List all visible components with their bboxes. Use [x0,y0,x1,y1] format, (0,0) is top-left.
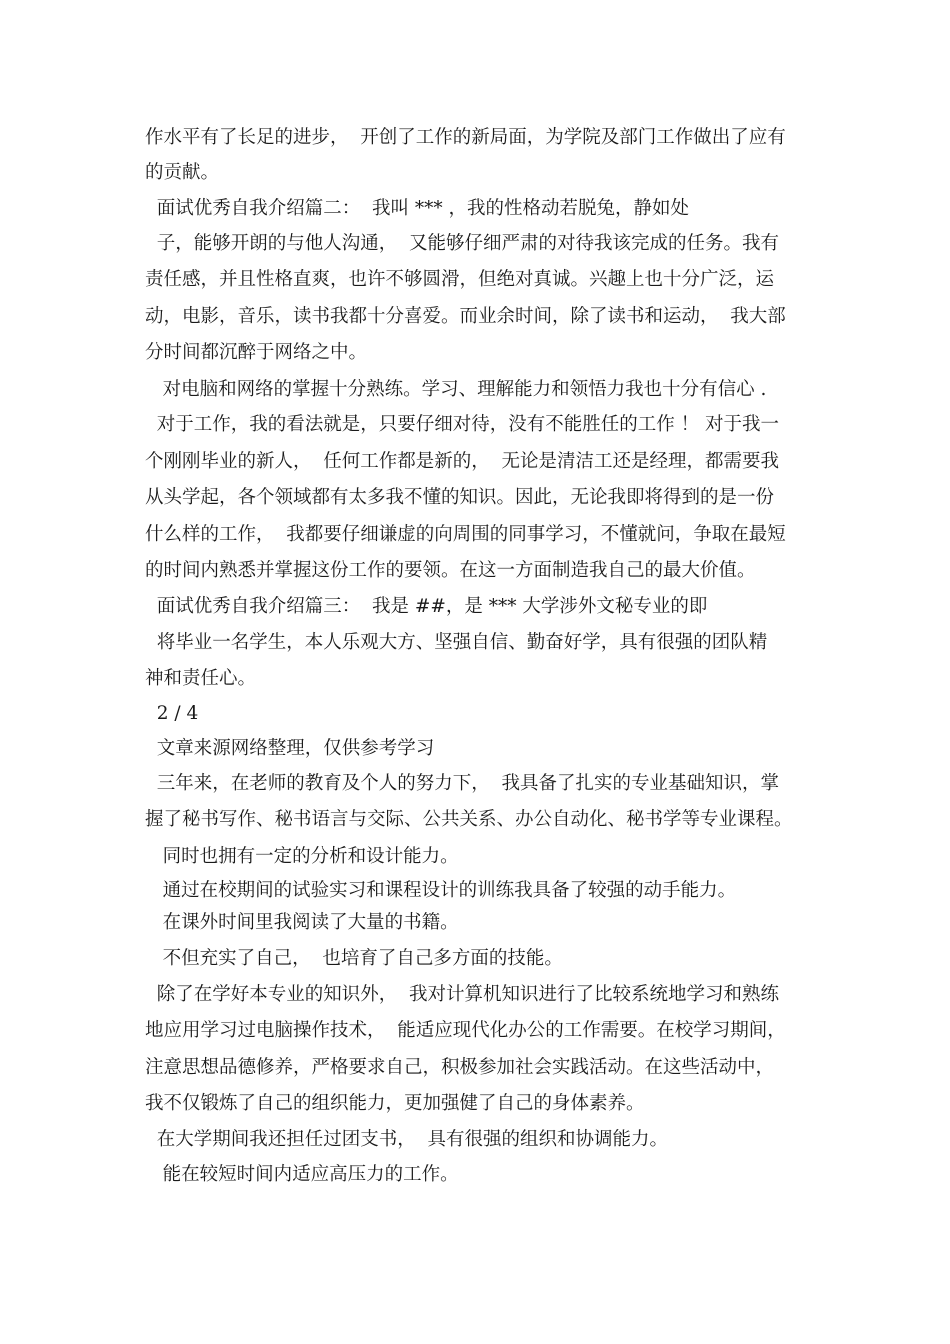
text-line: 责任感，并且性格直爽，也许不够圆滑，但绝对真诚。兴趣上也十分广泛，运 [145,269,775,290]
text-line: 在大学期间我还担任过团支书， 具有很强的组织和协调能力。 [145,1129,669,1150]
text-line: 除了在学好本专业的知识外， 我对计算机知识进行了比较系统地学习和熟练 [145,984,780,1005]
text-line: 通过在校期间的试验实习和课程设计的训练我具备了较强的动手能力。 [145,880,737,901]
text-line: 握了秘书写作、秘书语言与交际、公共关系、办公自动化、秘书学等专业课程。 [145,809,793,830]
source-note: 文章来源网络整理，仅供参考学习 [145,738,435,759]
text-line: 同时也拥有一定的分析和设计能力。 [145,846,459,867]
text-line: 我不仅锻炼了自己的组织能力，更加强健了自己的身体素养。 [145,1093,645,1114]
text-line: 将毕业一名学生，本人乐观大方、坚强自信、勤奋好学，具有很强的团队精 [145,632,768,653]
text-line: 的贡献。 [145,162,220,183]
text-line: 不但充实了自己， 也培育了自己多方面的技能。 [145,948,563,969]
text-line: 的时间内熟悉并掌握这份工作的要领。在这一方面制造我自己的最大价值。 [145,560,756,581]
text-line: 什么样的工作， 我都要仔细谦虚的向周围的同事学习，不懂就问，争取在最短 [145,524,786,545]
text-line: 能在较短时间内适应高压力的工作。 [145,1164,459,1185]
text-line: 对于工作，我的看法就是，只要仔细对待，没有不能胜任的工作 ！ 对于我一 [145,414,780,435]
text-line: 作水平有了长足的进步， 开创了工作的新局面，为学院及部门工作做出了应有 [145,127,786,148]
text-line: 面试优秀自我介绍篇三： 我是 ##，是 *** 大学涉外文秘专业的即 [145,596,708,617]
text-line: 注意思想品德修养，严格要求自己，积极参加社会实践活动。在这些活动中， [145,1057,775,1078]
text-line: 个刚刚毕业的新人， 任何工作都是新的， 无论是清洁工还是经理，都需要我 [145,451,780,472]
text-line: 三年来，在老师的教育及个人的努力下， 我具备了扎实的专业基础知识，掌 [145,773,780,794]
text-line: 面试优秀自我介绍篇二： 我叫 *** ，我的性格动若脱兔，静如处 [145,198,690,219]
text-line: 神和责任心。 [145,668,257,689]
text-line: 动，电影，音乐，读书我都十分喜爱。而业余时间，除了读书和运动， 我大部 [145,306,786,327]
page-number: 2 / 4 [145,703,199,724]
text-line: 从头学起，各个领域都有太多我不懂的知识。因此，无论我即将得到的是一份 [145,487,775,508]
text-line: 分时间都沉醉于网络之中。 [145,342,368,363]
text-line: 地应用学习过电脑操作技术， 能适应现代化办公的工作需要。在校学习期间， [145,1020,786,1041]
text-line: 子，能够开朗的与他人沟通， 又能够仔细严肃的对待我该完成的任务。我有 [145,233,780,254]
text-line: 在课外时间里我阅读了大量的书籍。 [145,912,459,933]
text-line: 对电脑和网络的掌握十分熟练。学习、理解能力和领悟力我也十分有信心 . [145,379,767,400]
